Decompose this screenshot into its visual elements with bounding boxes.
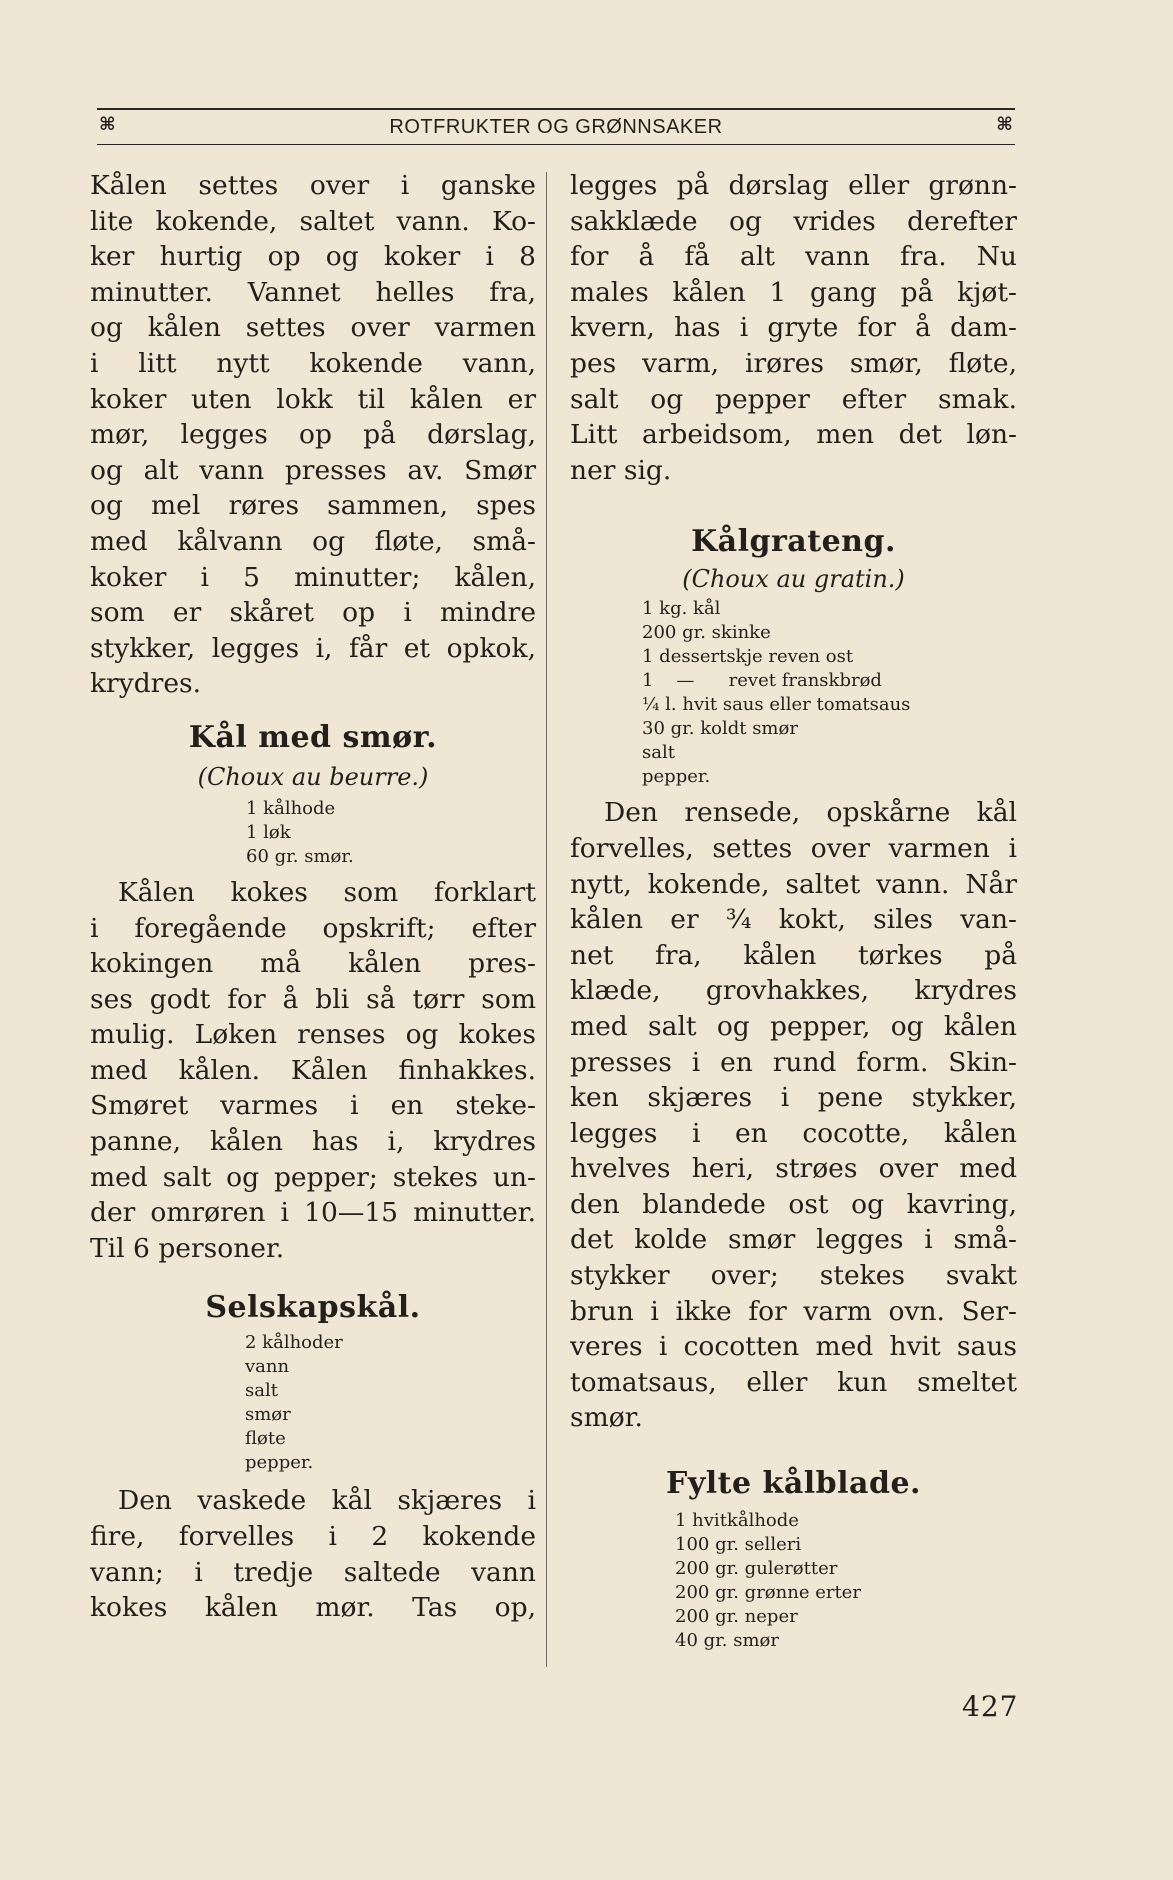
- ingredient-item: pepper.: [245, 1452, 314, 1474]
- text-line: med salt og pepper; stekes un-: [90, 1161, 536, 1193]
- text-line: Litt arbeidsom, men det løn-: [570, 419, 1017, 451]
- text-line: krydres.: [90, 668, 202, 700]
- text-line: legges i en cocotte, kålen: [570, 1117, 1017, 1149]
- text-line: Kålen settes over i ganske: [90, 170, 536, 201]
- recipe-subtitle: (Choux au gratin.): [682, 565, 905, 594]
- ingredient-item: vann: [245, 1356, 290, 1378]
- ornament-right-icon: ⌘: [996, 114, 1013, 135]
- ingredient-item: 1 kålhode: [246, 797, 336, 819]
- text-line: minutter. Vannet helles fra,: [90, 276, 536, 308]
- ingredient-item: salt: [245, 1380, 278, 1402]
- ingredient-list: [245, 1331, 536, 1475]
- text-line: nytt, kokende, saltet vann. Når: [570, 868, 1017, 900]
- ingredient-item: 30 gr. koldt smør: [642, 718, 798, 740]
- recipe-title-fylte-kalblade: Fylte kålblade.: [666, 1466, 921, 1502]
- text-line: klæde, grovhakkes, krydres: [570, 975, 1017, 1007]
- ingredient-item: 40 gr. smør: [675, 1630, 779, 1652]
- text-line: Smøret varmes i en steke-: [90, 1090, 536, 1122]
- text-line: som er skåret op i mindre: [90, 597, 536, 629]
- text-line: og alt vann presses av. Smør: [90, 454, 536, 486]
- text-line: med kålvann og fløte, små-: [90, 525, 536, 557]
- ingredient-item: 200 gr. neper: [675, 1606, 798, 1628]
- text-line: Den rensede, opskårne kål: [604, 797, 1017, 829]
- text-line: koker i 5 minutter; kålen,: [90, 561, 536, 593]
- left-column: [90, 168, 536, 1626]
- text-line: kålen er ¾ kokt, siles van-: [570, 904, 1017, 936]
- page-number: 427: [962, 1690, 1019, 1723]
- ingredient-item: 200 gr. skinke: [642, 622, 771, 644]
- intro-paragraph: [90, 168, 536, 702]
- recipe-paragraph: [90, 875, 536, 1267]
- ingredient-list: [246, 797, 536, 869]
- text-line: og mel røres sammen, spes: [90, 490, 536, 522]
- text-line: i foregående opskrift; efter: [90, 912, 536, 944]
- ingredient-item: 1 — revet franskbrød: [642, 670, 882, 692]
- text-line: mulig. Løken renses og kokes: [90, 1019, 536, 1051]
- text-line: pes varm, irøres smør, fløte,: [570, 347, 1017, 379]
- recipe-subtitle: (Choux au beurre.): [197, 762, 429, 791]
- text-line: stykker, legges i, får et opkok,: [90, 632, 536, 664]
- text-line: lite kokende, saltet vann. Ko-: [90, 205, 536, 237]
- ingredient-item: 60 gr. smør.: [246, 845, 354, 867]
- ingredient-item: 1 dessertskje reven ost: [642, 646, 854, 668]
- text-line: med salt og pepper, og kålen: [570, 1010, 1017, 1042]
- text-line: kokes kålen mør. Tas op,: [90, 1592, 536, 1624]
- text-line: Den vaskede kål skjæres i: [118, 1485, 536, 1517]
- ingredient-item: 100 gr. selleri: [675, 1534, 802, 1556]
- text-line: panne, kålen has i, krydres: [90, 1126, 536, 1158]
- ingredient-item: smør: [245, 1404, 291, 1426]
- text-line: kvern, has i gryte for å dam-: [570, 312, 1017, 344]
- ingredient-list: [642, 597, 1017, 789]
- text-line: hvelves heri, strøes over med: [570, 1153, 1017, 1185]
- text-line: salt og pepper efter smak.: [570, 383, 1017, 415]
- recipe-paragraph: [570, 795, 1017, 1436]
- continued-paragraph: [570, 168, 1017, 488]
- text-line: ses godt for å bli så tørr som: [90, 983, 536, 1015]
- recipe-paragraph: [90, 1483, 536, 1625]
- text-line: legges på dørslag eller grønn-: [570, 170, 1017, 201]
- running-head: [97, 108, 1015, 145]
- ingredient-item: 1 løk: [246, 821, 291, 843]
- text-line: Kålen kokes som forklart: [118, 876, 536, 908]
- text-line: forvelles, settes over varmen i: [570, 832, 1017, 864]
- text-line: tomatsaus, eller kun smeltet: [570, 1366, 1017, 1398]
- text-line: der omrøren i 10—15 minutter.: [90, 1197, 536, 1229]
- text-line: stykker over; stekes svakt: [570, 1260, 1017, 1292]
- text-line: veres i cocotten med hvit saus: [570, 1331, 1017, 1363]
- text-line: ken skjæres i pene stykker,: [570, 1082, 1017, 1114]
- ornament-left-icon: ⌘: [99, 114, 116, 135]
- ingredient-item: fløte: [245, 1428, 286, 1450]
- text-line: smør.: [570, 1402, 643, 1434]
- text-line: presses i en rund form. Skin-: [570, 1046, 1017, 1078]
- text-line: Til 6 personer.: [90, 1232, 285, 1264]
- ingredient-item: salt: [642, 742, 675, 764]
- text-line: brun i ikke for varm ovn. Ser-: [570, 1295, 1017, 1327]
- text-line: i litt nytt kokende vann,: [90, 347, 536, 379]
- text-line: fire, forvelles i 2 kokende: [90, 1521, 536, 1553]
- ingredient-item: pepper.: [642, 766, 711, 788]
- text-line: net fra, kålen tørkes på: [570, 939, 1017, 971]
- text-line: det kolde smør legges i små-: [570, 1224, 1017, 1256]
- right-column: [570, 168, 1017, 1653]
- text-line: ner sig.: [570, 454, 672, 486]
- text-line: vann; i tredje saltede vann: [90, 1556, 536, 1588]
- text-line: og kålen settes over varmen: [90, 312, 536, 344]
- ingredient-item: 2 kålhoder: [245, 1332, 343, 1354]
- ingredient-item: 1 hvitkålhode: [675, 1510, 799, 1532]
- text-line: sakklæde og vrides derefter: [570, 205, 1017, 237]
- recipe-title-kalgrateng: Kålgrateng.: [691, 524, 896, 560]
- text-line: males kålen 1 gang på kjøt-: [570, 276, 1017, 308]
- ingredient-item: ¼ l. hvit saus eller tomatsaus: [642, 694, 911, 716]
- running-head-title: ROTFRUKTER OG GRØNNSAKER: [389, 116, 723, 138]
- text-line: kokingen må kålen pres-: [90, 948, 536, 980]
- text-line: mør, legges op på dørslag,: [90, 419, 536, 451]
- ingredient-item: 200 gr. grønne erter: [675, 1582, 861, 1604]
- ingredient-item: 200 gr. gulerøtter: [675, 1558, 838, 1580]
- ingredient-item: 1 kg. kål: [642, 598, 721, 620]
- text-line: for å få alt vann fra. Nu: [570, 241, 1017, 273]
- text-line: ker hurtig op og koker i 8: [90, 241, 536, 273]
- text-line: med kålen. Kålen finhakkes.: [90, 1054, 536, 1086]
- recipe-title-kal-med-smor: Kål med smør.: [188, 719, 438, 755]
- text-line: den blandede ost og kavring,: [570, 1188, 1017, 1220]
- recipe-title-selskapskal: Selskapskål.: [205, 1290, 421, 1326]
- ingredient-list: [675, 1509, 1017, 1653]
- text-line: koker uten lokk til kålen er: [90, 383, 536, 415]
- column-divider: [546, 172, 547, 1667]
